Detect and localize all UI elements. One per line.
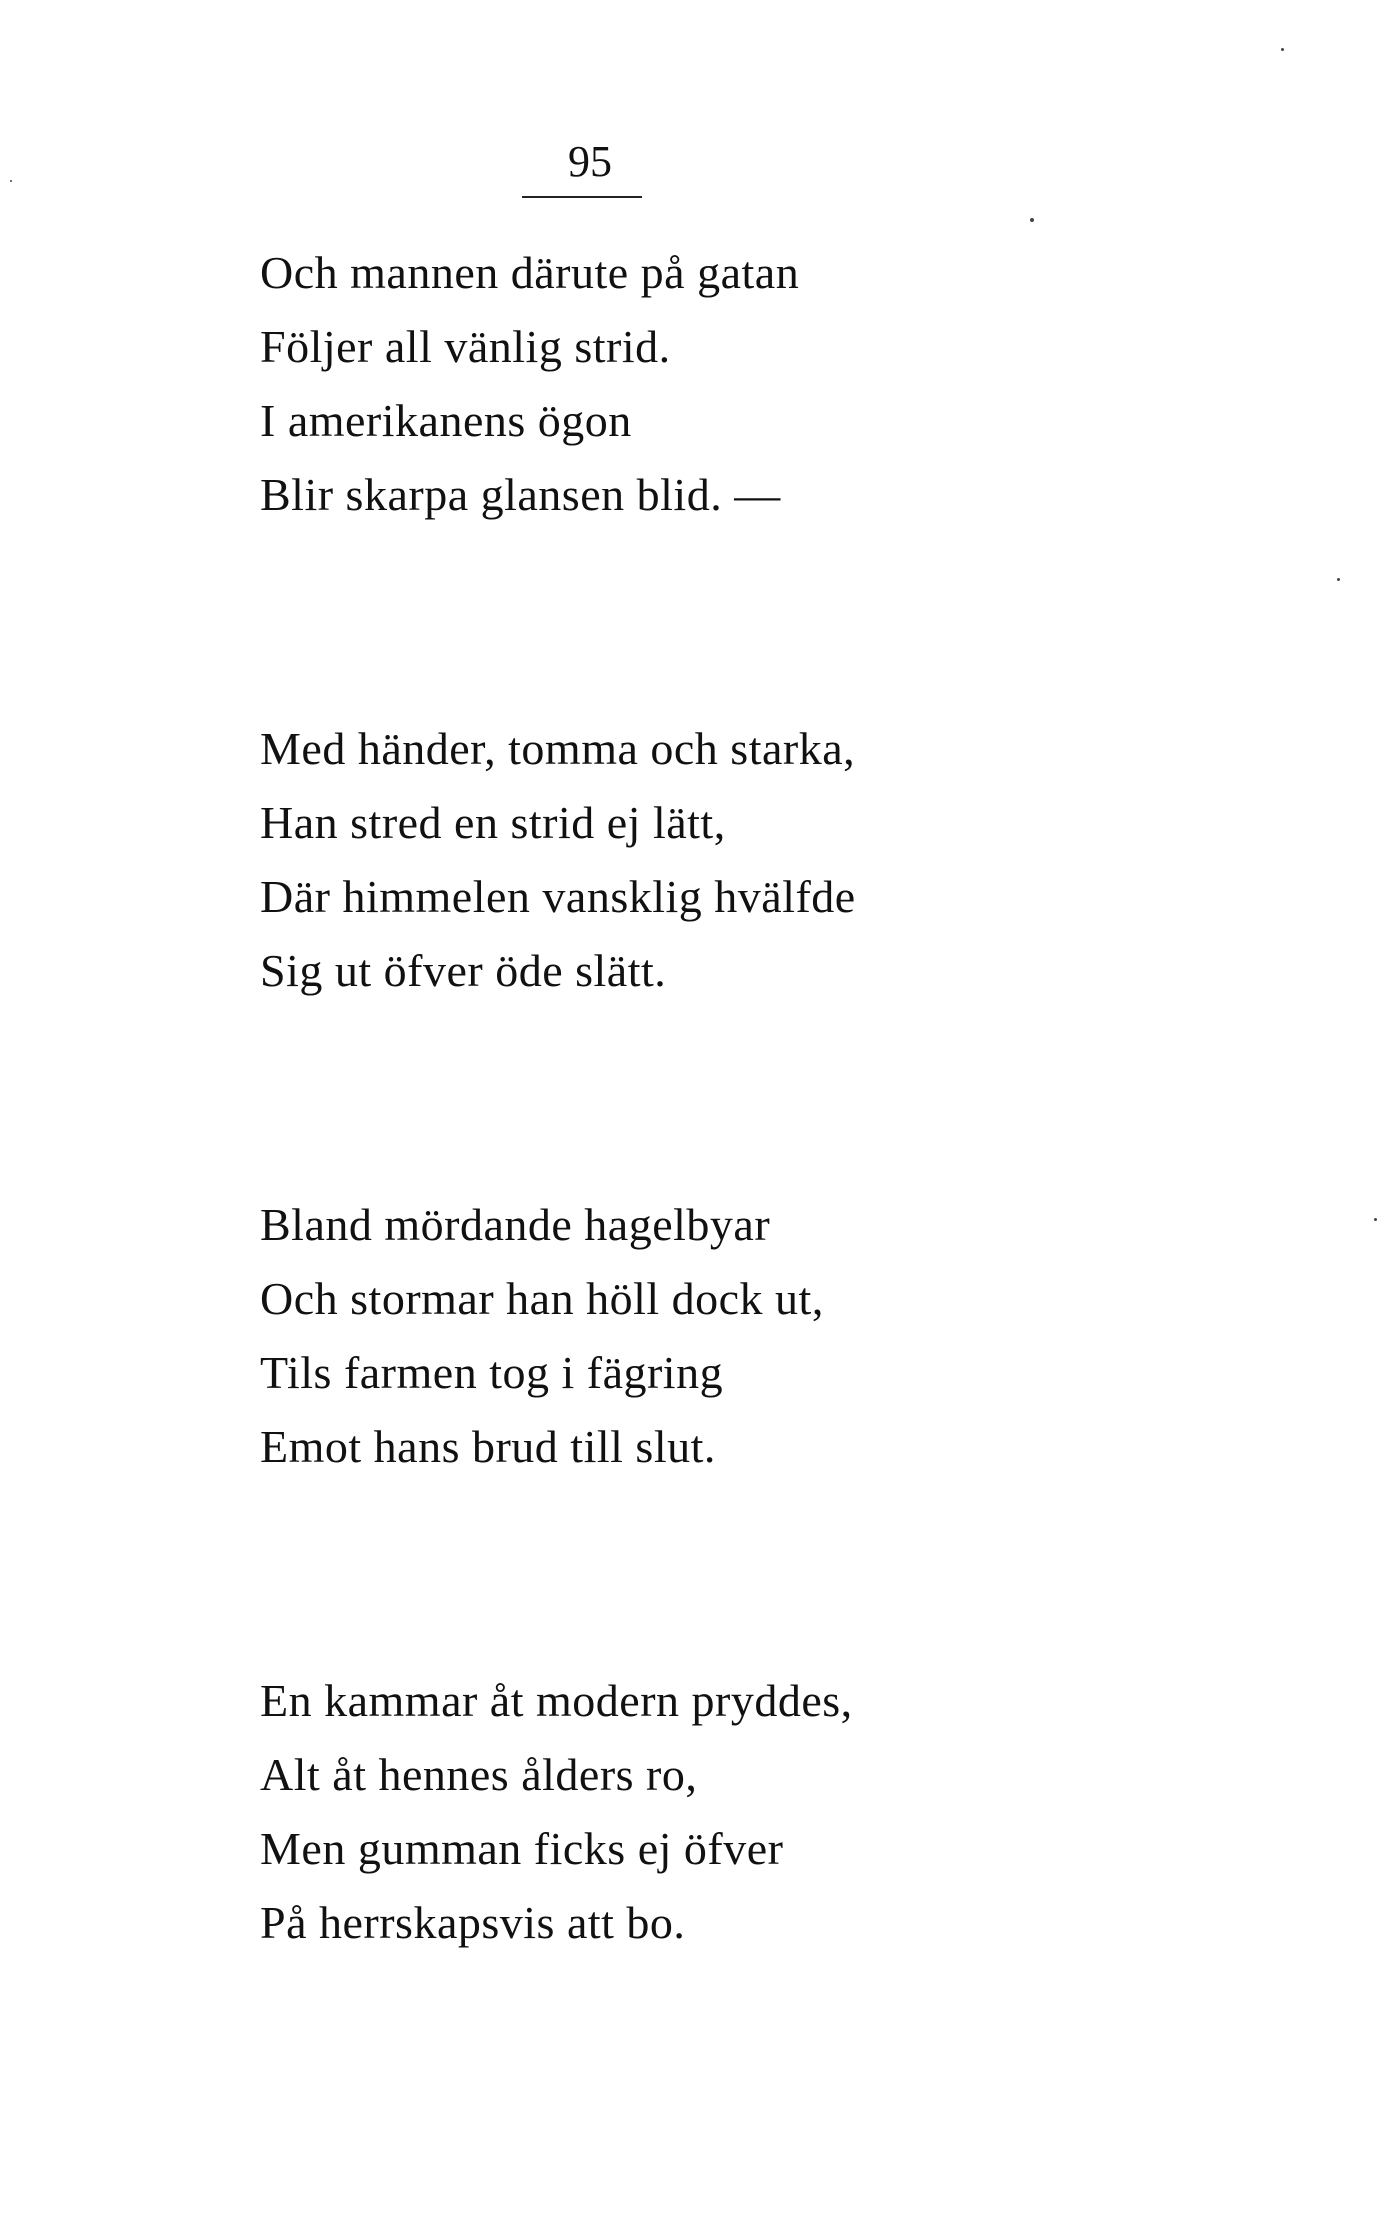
poem-line: I amerikanens ögon <box>260 395 632 446</box>
scan-speck <box>10 180 12 182</box>
poem-line: Blir skarpa glansen blid. — <box>260 469 781 520</box>
poem-line: Och stormar han höll dock ut, <box>260 1273 824 1324</box>
poem-line: Där himmelen vansklig hvälfde <box>260 871 856 922</box>
stanza-2 <box>260 712 1260 1008</box>
poem-line: Men gumman ficks ej öfver <box>260 1823 784 1874</box>
page-number-rule <box>522 196 642 198</box>
scan-speck <box>1337 578 1340 581</box>
scan-speck <box>1374 1218 1377 1221</box>
stanza-1 <box>260 236 1260 532</box>
poem-line: Alt åt hennes ålders ro, <box>260 1749 698 1800</box>
stanza-3 <box>260 1188 1260 1484</box>
poem-line: Följer all vänlig strid. <box>260 321 671 372</box>
poem-line: Han stred en strid ej lätt, <box>260 797 726 848</box>
poem <box>260 236 1260 1960</box>
poem-line: En kammar åt modern pryddes, <box>260 1675 853 1726</box>
poem-line: Tils farmen tog i fägring <box>260 1347 724 1398</box>
scan-speck <box>1030 218 1034 222</box>
poem-line: Emot hans brud till slut. <box>260 1421 716 1472</box>
scan-speck <box>1281 48 1284 51</box>
poem-line: Med händer, tomma och starka, <box>260 723 856 774</box>
poem-line: Och mannen därute på gatan <box>260 247 800 298</box>
poem-line: På herrskapsvis att bo. <box>260 1897 686 1948</box>
poem-line: Sig ut öfver öde slätt. <box>260 945 667 996</box>
page-number: 95 <box>568 137 612 186</box>
poem-line: Bland mördande hagelbyar <box>260 1199 771 1250</box>
stanza-4 <box>260 1664 1260 1960</box>
